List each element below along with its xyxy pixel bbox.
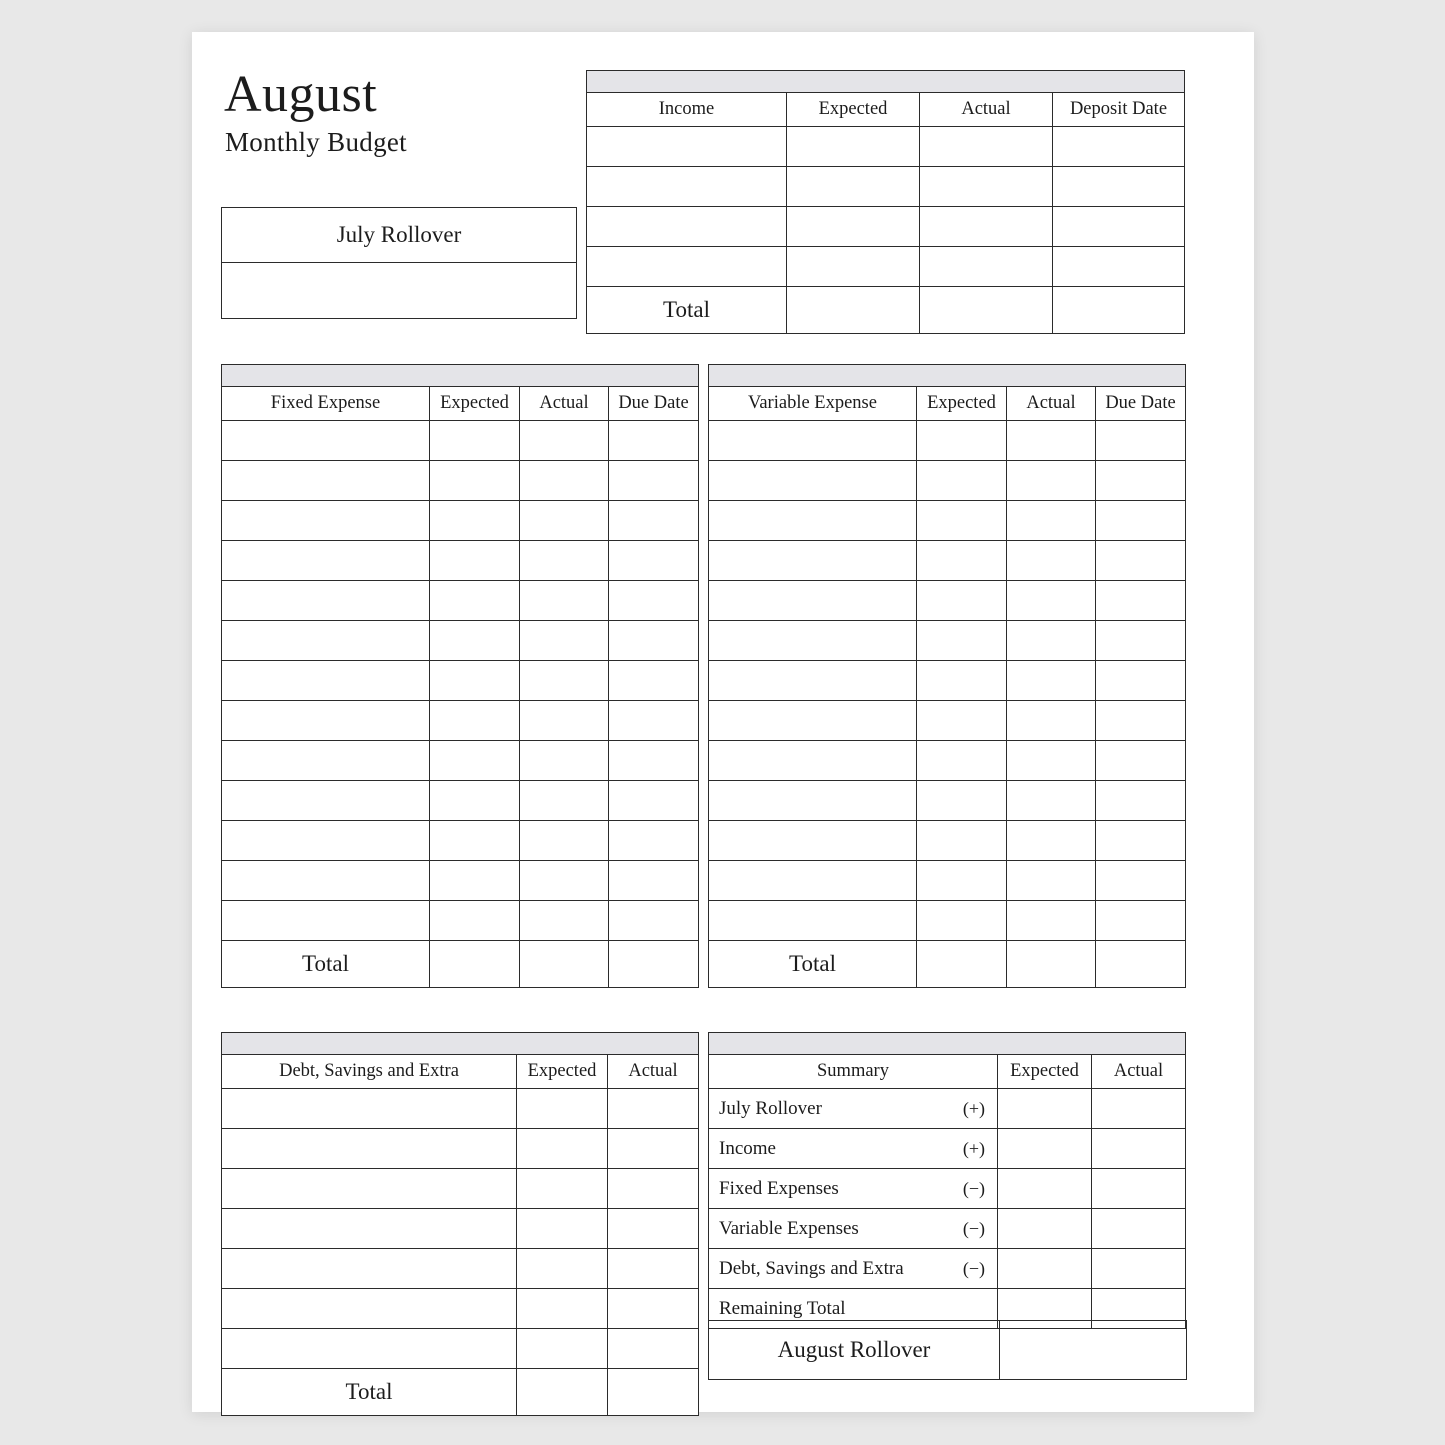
cell-actual[interactable]	[608, 1329, 699, 1369]
summary-col-name: Summary	[709, 1055, 998, 1089]
cell-actual[interactable]	[1007, 421, 1096, 461]
cell-date[interactable]	[1096, 661, 1186, 701]
table-row[interactable]	[222, 1129, 699, 1169]
cell-actual[interactable]	[608, 1169, 699, 1209]
cell-date[interactable]	[1096, 461, 1186, 501]
income-total-label: Total	[587, 287, 787, 334]
cell-name[interactable]	[709, 781, 917, 821]
cell-expected[interactable]	[517, 1249, 608, 1289]
cell-name[interactable]	[222, 421, 430, 461]
variable-expense-table	[708, 364, 1185, 988]
cell-name[interactable]	[222, 661, 430, 701]
summary-label-income	[709, 1129, 998, 1169]
cell-date[interactable]	[1053, 127, 1185, 167]
fixed-total-row	[222, 941, 699, 988]
fixed-total-label: Total	[222, 941, 430, 988]
cell-actual[interactable]	[1007, 701, 1096, 741]
page-title: August	[224, 66, 378, 123]
cell-expected[interactable]	[917, 421, 1007, 461]
income-table	[586, 70, 1184, 334]
cell-actual[interactable]	[520, 661, 609, 701]
summary-col-actual: Actual	[1092, 1055, 1186, 1089]
cell-expected[interactable]	[430, 421, 520, 461]
cell-actual[interactable]	[1007, 741, 1096, 781]
previous-rollover-input[interactable]	[222, 263, 576, 318]
fixed-total-expected[interactable]	[430, 941, 520, 988]
cell-name[interactable]	[222, 1129, 517, 1169]
variable-total-actual[interactable]	[1007, 941, 1096, 988]
table-row[interactable]	[709, 901, 1186, 941]
fixed-total-actual[interactable]	[520, 941, 609, 988]
page-header	[222, 68, 577, 158]
fixed-header-row	[222, 387, 699, 421]
table-row[interactable]	[222, 741, 699, 781]
cell-date[interactable]	[609, 781, 699, 821]
cell-actual[interactable]	[1092, 1089, 1186, 1129]
cell-expected[interactable]	[430, 741, 520, 781]
cell-expected[interactable]	[917, 861, 1007, 901]
cell-expected[interactable]	[917, 461, 1007, 501]
cell-name[interactable]	[222, 621, 430, 661]
cell-expected[interactable]	[917, 701, 1007, 741]
cell-expected[interactable]	[787, 127, 920, 167]
cell-name[interactable]	[709, 901, 917, 941]
summary-label-debt	[709, 1249, 998, 1289]
cell-expected[interactable]	[917, 821, 1007, 861]
cell-actual[interactable]	[920, 247, 1053, 287]
cell-actual[interactable]	[520, 741, 609, 781]
cell-expected[interactable]	[917, 661, 1007, 701]
next-rollover-input[interactable]	[1000, 1321, 1186, 1379]
income-col-deposit-date: Deposit Date	[1053, 93, 1185, 127]
debt-header-row	[222, 1055, 699, 1089]
cell-name[interactable]	[709, 821, 917, 861]
cell-actual[interactable]	[608, 1089, 699, 1129]
cell-actual[interactable]	[520, 581, 609, 621]
page-subtitle: Monthly Budget	[225, 126, 407, 157]
cell-name[interactable]	[222, 1169, 517, 1209]
cell-date[interactable]	[609, 501, 699, 541]
previous-rollover-label: July Rollover	[222, 208, 576, 263]
variable-col-name: Variable Expense	[709, 387, 917, 421]
table-row[interactable]	[587, 167, 1185, 207]
summary-label-variable	[709, 1209, 998, 1249]
cell-date[interactable]	[1096, 861, 1186, 901]
debt-total-actual[interactable]	[608, 1369, 699, 1416]
cell-expected[interactable]	[787, 207, 920, 247]
summary-table	[708, 1032, 1185, 1329]
table-row[interactable]	[222, 821, 699, 861]
cell-expected[interactable]	[917, 781, 1007, 821]
cell-date[interactable]	[609, 621, 699, 661]
cell-date[interactable]	[1096, 781, 1186, 821]
cell-actual[interactable]	[1007, 901, 1096, 941]
summary-label-fixed	[709, 1169, 998, 1209]
cell-expected[interactable]	[430, 661, 520, 701]
cell-date[interactable]	[609, 821, 699, 861]
cell-expected[interactable]	[430, 581, 520, 621]
cell-name[interactable]	[587, 207, 787, 247]
cell-name[interactable]	[587, 247, 787, 287]
cell-expected[interactable]	[430, 541, 520, 581]
cell-name[interactable]	[222, 901, 430, 941]
cell-expected[interactable]	[430, 821, 520, 861]
cell-expected[interactable]	[517, 1129, 608, 1169]
cell-expected[interactable]	[517, 1289, 608, 1329]
table-row[interactable]	[222, 781, 699, 821]
variable-col-due-date: Due Date	[1096, 387, 1186, 421]
table-row[interactable]	[709, 501, 1186, 541]
cell-name[interactable]	[222, 461, 430, 501]
cell-name[interactable]	[709, 461, 917, 501]
cell-actual[interactable]	[608, 1129, 699, 1169]
variable-band	[709, 365, 1186, 387]
table-row[interactable]	[709, 581, 1186, 621]
table-row[interactable]	[222, 1209, 699, 1249]
cell-expected[interactable]	[430, 781, 520, 821]
table-row[interactable]	[222, 581, 699, 621]
cell-date[interactable]	[609, 701, 699, 741]
cell-date[interactable]	[1096, 701, 1186, 741]
cell-name[interactable]	[709, 861, 917, 901]
next-rollover-label: August Rollover	[709, 1321, 1000, 1379]
cell-expected[interactable]	[517, 1169, 608, 1209]
summary-label-rollover	[709, 1089, 998, 1129]
variable-total-row	[709, 941, 1186, 988]
cell-actual[interactable]	[1092, 1129, 1186, 1169]
cell-date[interactable]	[1096, 621, 1186, 661]
cell-actual[interactable]	[1007, 541, 1096, 581]
summary-sign: (+)	[962, 1098, 985, 1118]
cell-actual[interactable]	[1092, 1249, 1186, 1289]
income-col-expected: Expected	[787, 93, 920, 127]
cell-name[interactable]	[222, 861, 430, 901]
summary-label-text: Debt, Savings and Extra	[719, 1257, 904, 1279]
cell-date[interactable]	[1053, 167, 1185, 207]
cell-actual[interactable]	[920, 127, 1053, 167]
cell-date[interactable]	[609, 581, 699, 621]
cell-name[interactable]	[222, 821, 430, 861]
cell-expected[interactable]	[430, 501, 520, 541]
table-row[interactable]	[709, 821, 1186, 861]
table-row[interactable]	[222, 541, 699, 581]
table-row[interactable]	[709, 741, 1186, 781]
cell-actual[interactable]	[920, 207, 1053, 247]
income-col-actual: Actual	[920, 93, 1053, 127]
table-row[interactable]	[587, 127, 1185, 167]
fixed-col-name: Fixed Expense	[222, 387, 430, 421]
cell-name[interactable]	[222, 1209, 517, 1249]
cell-expected[interactable]	[917, 621, 1007, 661]
cell-expected[interactable]	[787, 247, 920, 287]
cell-date[interactable]	[609, 541, 699, 581]
cell-actual[interactable]	[1007, 661, 1096, 701]
cell-date[interactable]	[609, 861, 699, 901]
previous-rollover-box	[221, 207, 577, 319]
cell-expected[interactable]	[917, 741, 1007, 781]
cell-actual[interactable]	[520, 621, 609, 661]
cell-name[interactable]	[709, 501, 917, 541]
summary-header-row	[709, 1055, 1186, 1089]
fixed-col-due-date: Due Date	[609, 387, 699, 421]
table-row[interactable]	[222, 901, 699, 941]
summary-label-text: July Rollover	[719, 1097, 822, 1119]
budget-page	[192, 32, 1254, 1412]
table-row[interactable]	[222, 701, 699, 741]
variable-header-row	[709, 387, 1186, 421]
cell-date[interactable]	[1096, 741, 1186, 781]
cell-name[interactable]	[709, 701, 917, 741]
cell-expected[interactable]	[430, 701, 520, 741]
cell-actual[interactable]	[1007, 781, 1096, 821]
variable-col-actual: Actual	[1007, 387, 1096, 421]
cell-name[interactable]	[222, 701, 430, 741]
table-row[interactable]	[222, 861, 699, 901]
cell-expected[interactable]	[430, 461, 520, 501]
cell-actual[interactable]	[520, 541, 609, 581]
income-band	[587, 71, 1185, 93]
table-row[interactable]	[587, 207, 1185, 247]
table-row[interactable]	[709, 701, 1186, 741]
income-col-name: Income	[587, 93, 787, 127]
income-header-row	[587, 93, 1185, 127]
cell-date[interactable]	[609, 741, 699, 781]
fixed-expense-table	[221, 364, 698, 988]
table-row[interactable]	[222, 1249, 699, 1289]
fixed-total-date[interactable]	[609, 941, 699, 988]
cell-date[interactable]	[1053, 207, 1185, 247]
cell-actual[interactable]	[1007, 461, 1096, 501]
table-row[interactable]	[709, 461, 1186, 501]
cell-name[interactable]	[709, 581, 917, 621]
table-row[interactable]	[222, 461, 699, 501]
debt-total-label: Total	[222, 1369, 517, 1416]
cell-expected[interactable]	[917, 581, 1007, 621]
summary-label-text: Variable Expenses	[719, 1217, 859, 1239]
summary-row-debt	[709, 1249, 1186, 1289]
variable-total-expected[interactable]	[917, 941, 1007, 988]
cell-expected[interactable]	[517, 1329, 608, 1369]
cell-actual[interactable]	[520, 461, 609, 501]
cell-name[interactable]	[222, 1249, 517, 1289]
cell-actual[interactable]	[520, 861, 609, 901]
fixed-band	[222, 365, 699, 387]
cell-actual[interactable]	[1007, 581, 1096, 621]
debt-col-actual: Actual	[608, 1055, 699, 1089]
cell-date[interactable]	[1096, 541, 1186, 581]
summary-row-variable	[709, 1209, 1186, 1249]
cell-expected[interactable]	[917, 541, 1007, 581]
cell-name[interactable]	[709, 621, 917, 661]
variable-total-label: Total	[709, 941, 917, 988]
cell-actual[interactable]	[1092, 1169, 1186, 1209]
cell-name[interactable]	[222, 1289, 517, 1329]
cell-actual[interactable]	[920, 167, 1053, 207]
table-row[interactable]	[587, 247, 1185, 287]
cell-expected[interactable]	[998, 1129, 1092, 1169]
table-row[interactable]	[222, 1329, 699, 1369]
income-total-row	[587, 287, 1185, 334]
table-row[interactable]	[222, 1289, 699, 1329]
cell-actual[interactable]	[520, 501, 609, 541]
cell-date[interactable]	[1096, 421, 1186, 461]
cell-actual[interactable]	[520, 421, 609, 461]
income-total-expected[interactable]	[787, 287, 920, 334]
cell-expected[interactable]	[517, 1209, 608, 1249]
table-row[interactable]	[709, 421, 1186, 461]
next-rollover-box	[708, 1320, 1187, 1380]
variable-total-date[interactable]	[1096, 941, 1186, 988]
cell-expected[interactable]	[430, 861, 520, 901]
cell-expected[interactable]	[917, 901, 1007, 941]
summary-row-fixed	[709, 1169, 1186, 1209]
table-row[interactable]	[222, 421, 699, 461]
table-row[interactable]	[222, 621, 699, 661]
cell-actual[interactable]	[1007, 821, 1096, 861]
summary-col-expected: Expected	[998, 1055, 1092, 1089]
cell-name[interactable]	[222, 581, 430, 621]
cell-date[interactable]	[1096, 821, 1186, 861]
debt-col-expected: Expected	[517, 1055, 608, 1089]
table-row[interactable]	[709, 541, 1186, 581]
cell-name[interactable]	[222, 541, 430, 581]
cell-actual[interactable]	[1007, 861, 1096, 901]
cell-date[interactable]	[1053, 247, 1185, 287]
cell-name[interactable]	[222, 1329, 517, 1369]
cell-name[interactable]	[587, 127, 787, 167]
cell-actual[interactable]	[520, 701, 609, 741]
summary-band	[709, 1033, 1186, 1055]
debt-band	[222, 1033, 699, 1055]
cell-actual[interactable]	[608, 1289, 699, 1329]
cell-expected[interactable]	[517, 1089, 608, 1129]
table-row[interactable]	[222, 661, 699, 701]
cell-actual[interactable]	[608, 1209, 699, 1249]
cell-actual[interactable]	[1007, 501, 1096, 541]
cell-date[interactable]	[609, 461, 699, 501]
summary-row-income	[709, 1129, 1186, 1169]
cell-date[interactable]	[1096, 501, 1186, 541]
cell-date[interactable]	[609, 661, 699, 701]
table-row[interactable]	[709, 661, 1186, 701]
table-row[interactable]	[222, 1169, 699, 1209]
cell-date[interactable]	[609, 901, 699, 941]
cell-actual[interactable]	[1007, 621, 1096, 661]
variable-col-expected: Expected	[917, 387, 1007, 421]
cell-name[interactable]	[709, 421, 917, 461]
cell-expected[interactable]	[917, 501, 1007, 541]
table-row[interactable]	[709, 621, 1186, 661]
cell-expected[interactable]	[430, 621, 520, 661]
cell-date[interactable]	[1096, 581, 1186, 621]
table-row[interactable]	[222, 501, 699, 541]
cell-name[interactable]	[587, 167, 787, 207]
cell-date[interactable]	[1096, 901, 1186, 941]
income-total-actual[interactable]	[920, 287, 1053, 334]
cell-name[interactable]	[709, 741, 917, 781]
cell-actual[interactable]	[608, 1249, 699, 1289]
cell-expected[interactable]	[998, 1169, 1092, 1209]
debt-col-name: Debt, Savings and Extra	[222, 1055, 517, 1089]
cell-expected[interactable]	[787, 167, 920, 207]
summary-label-text: Income	[719, 1137, 776, 1159]
cell-actual[interactable]	[1092, 1209, 1186, 1249]
cell-expected[interactable]	[430, 901, 520, 941]
debt-savings-table	[221, 1032, 698, 1416]
summary-label-text: Remaining Total	[719, 1297, 846, 1319]
fixed-col-expected: Expected	[430, 387, 520, 421]
income-total-date[interactable]	[1053, 287, 1185, 334]
cell-actual[interactable]	[520, 821, 609, 861]
debt-total-row	[222, 1369, 699, 1416]
cell-name[interactable]	[222, 1089, 517, 1129]
cell-name[interactable]	[222, 741, 430, 781]
debt-total-expected[interactable]	[517, 1369, 608, 1416]
cell-expected[interactable]	[998, 1209, 1092, 1249]
cell-date[interactable]	[609, 421, 699, 461]
cell-actual[interactable]	[520, 781, 609, 821]
summary-sign: (−)	[962, 1218, 985, 1238]
table-row[interactable]	[709, 781, 1186, 821]
cell-expected[interactable]	[998, 1249, 1092, 1289]
cell-name[interactable]	[222, 781, 430, 821]
summary-row-rollover	[709, 1089, 1186, 1129]
table-row[interactable]	[709, 861, 1186, 901]
cell-expected[interactable]	[998, 1089, 1092, 1129]
table-row[interactable]	[222, 1089, 699, 1129]
summary-sign: (+)	[962, 1138, 985, 1158]
cell-name[interactable]	[709, 541, 917, 581]
cell-name[interactable]	[709, 661, 917, 701]
summary-label-text: Fixed Expenses	[719, 1177, 839, 1199]
summary-sign: (−)	[962, 1178, 985, 1198]
fixed-col-actual: Actual	[520, 387, 609, 421]
summary-sign: (−)	[962, 1258, 985, 1278]
cell-actual[interactable]	[520, 901, 609, 941]
cell-name[interactable]	[222, 501, 430, 541]
